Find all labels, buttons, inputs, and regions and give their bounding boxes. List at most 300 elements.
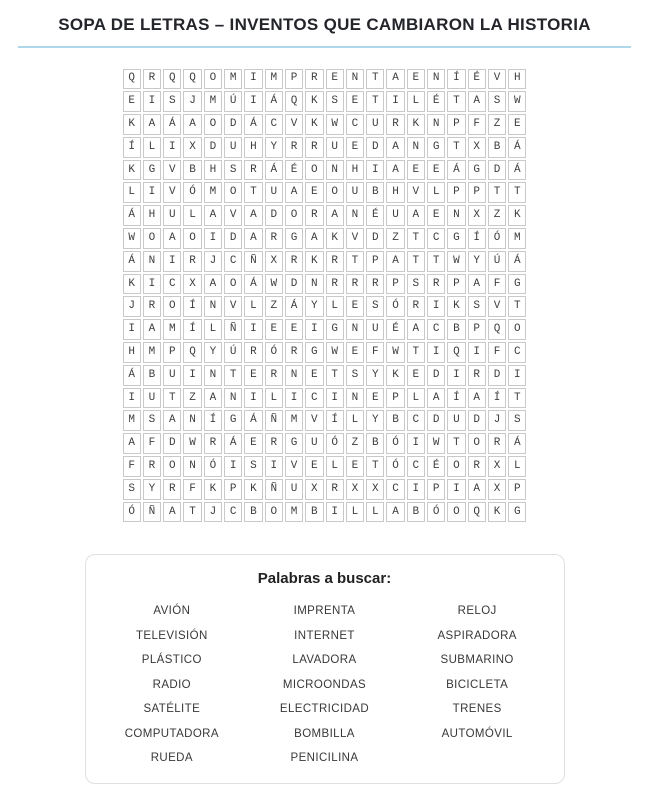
grid-cell[interactable]: M — [265, 69, 283, 90]
grid-cell[interactable]: E — [346, 91, 364, 112]
grid-cell[interactable]: X — [183, 137, 201, 158]
grid-cell[interactable]: I — [224, 456, 242, 477]
grid-cell[interactable]: A — [305, 228, 323, 249]
grid-cell[interactable]: A — [468, 274, 486, 295]
grid-cell[interactable]: T — [163, 388, 181, 409]
grid-cell[interactable]: I — [244, 91, 262, 112]
grid-cell[interactable]: B — [386, 410, 404, 431]
grid-cell[interactable]: Í — [447, 388, 465, 409]
grid-cell[interactable]: P — [508, 479, 526, 500]
grid-cell[interactable]: C — [305, 388, 323, 409]
grid-cell[interactable]: A — [123, 433, 141, 454]
grid-cell[interactable]: A — [386, 160, 404, 181]
grid-cell[interactable]: J — [204, 502, 222, 523]
grid-cell[interactable]: O — [204, 114, 222, 135]
grid-cell[interactable]: É — [386, 319, 404, 340]
grid-cell[interactable]: N — [346, 388, 364, 409]
grid-cell[interactable]: F — [143, 433, 161, 454]
grid-cell[interactable]: O — [204, 69, 222, 90]
grid-cell[interactable]: G — [468, 160, 486, 181]
grid-cell[interactable]: D — [285, 274, 303, 295]
grid-cell[interactable]: K — [123, 274, 141, 295]
grid-cell[interactable]: V — [285, 114, 303, 135]
grid-cell[interactable]: Í — [488, 388, 506, 409]
grid-cell[interactable]: R — [488, 433, 506, 454]
grid-cell[interactable]: I — [407, 433, 425, 454]
grid-cell[interactable]: N — [183, 456, 201, 477]
grid-cell[interactable]: Q — [447, 342, 465, 363]
grid-cell[interactable]: Ó — [386, 456, 404, 477]
grid-cell[interactable]: R — [305, 69, 323, 90]
grid-cell[interactable]: N — [143, 251, 161, 272]
grid-cell[interactable]: E — [346, 137, 364, 158]
grid-cell[interactable]: K — [123, 114, 141, 135]
grid-cell[interactable]: L — [204, 319, 222, 340]
grid-cell[interactable]: G — [447, 228, 465, 249]
grid-cell[interactable]: U — [366, 114, 384, 135]
grid-cell[interactable]: P — [285, 69, 303, 90]
grid-cell[interactable]: Á — [123, 251, 141, 272]
grid-cell[interactable]: C — [427, 319, 445, 340]
grid-cell[interactable]: T — [407, 228, 425, 249]
grid-cell[interactable]: I — [244, 388, 262, 409]
grid-cell[interactable]: Ó — [204, 456, 222, 477]
grid-cell[interactable]: T — [488, 182, 506, 203]
grid-cell[interactable]: G — [427, 137, 445, 158]
grid-cell[interactable]: L — [427, 182, 445, 203]
grid-cell[interactable]: Y — [143, 479, 161, 500]
grid-cell[interactable]: U — [143, 388, 161, 409]
grid-cell[interactable]: D — [427, 410, 445, 431]
grid-cell[interactable]: J — [123, 296, 141, 317]
grid-cell[interactable]: Ú — [224, 91, 242, 112]
grid-cell[interactable]: Q — [123, 69, 141, 90]
grid-cell[interactable]: I — [244, 319, 262, 340]
grid-cell[interactable]: E — [265, 319, 283, 340]
grid-cell[interactable]: E — [366, 388, 384, 409]
grid-cell[interactable]: I — [123, 388, 141, 409]
grid-cell[interactable]: H — [143, 205, 161, 226]
grid-cell[interactable]: R — [163, 479, 181, 500]
grid-cell[interactable]: G — [305, 342, 323, 363]
grid-cell[interactable]: S — [488, 91, 506, 112]
grid-cell[interactable]: K — [326, 228, 344, 249]
grid-cell[interactable]: Ó — [183, 182, 201, 203]
grid-cell[interactable]: H — [386, 182, 404, 203]
grid-cell[interactable]: G — [508, 502, 526, 523]
grid-cell[interactable]: A — [468, 479, 486, 500]
grid-cell[interactable]: V — [224, 296, 242, 317]
grid-cell[interactable]: Ó — [427, 502, 445, 523]
grid-cell[interactable]: D — [224, 114, 242, 135]
grid-cell[interactable]: N — [346, 69, 364, 90]
grid-cell[interactable]: Z — [346, 433, 364, 454]
grid-cell[interactable]: A — [386, 251, 404, 272]
grid-cell[interactable]: V — [488, 296, 506, 317]
grid-cell[interactable]: Í — [183, 319, 201, 340]
grid-cell[interactable]: L — [143, 137, 161, 158]
grid-cell[interactable]: C — [163, 274, 181, 295]
grid-cell[interactable]: G — [326, 319, 344, 340]
grid-cell[interactable]: E — [285, 319, 303, 340]
grid-cell[interactable]: K — [204, 479, 222, 500]
grid-cell[interactable]: L — [183, 205, 201, 226]
grid-cell[interactable]: N — [204, 296, 222, 317]
grid-cell[interactable]: P — [366, 251, 384, 272]
grid-cell[interactable]: R — [326, 274, 344, 295]
grid-cell[interactable]: E — [407, 160, 425, 181]
grid-cell[interactable]: Y — [204, 342, 222, 363]
grid-cell[interactable]: J — [488, 410, 506, 431]
grid-cell[interactable]: Ñ — [244, 251, 262, 272]
grid-cell[interactable]: F — [123, 456, 141, 477]
grid-cell[interactable]: R — [285, 137, 303, 158]
grid-cell[interactable]: L — [326, 456, 344, 477]
grid-cell[interactable]: L — [407, 388, 425, 409]
grid-cell[interactable]: M — [285, 502, 303, 523]
grid-cell[interactable]: A — [407, 205, 425, 226]
grid-cell[interactable]: B — [366, 433, 384, 454]
grid-cell[interactable]: A — [183, 114, 201, 135]
grid-cell[interactable]: I — [508, 365, 526, 386]
grid-cell[interactable]: L — [326, 296, 344, 317]
grid-cell[interactable]: Ú — [224, 342, 242, 363]
grid-cell[interactable]: V — [224, 205, 242, 226]
grid-cell[interactable]: Ó — [265, 342, 283, 363]
grid-cell[interactable]: A — [163, 410, 181, 431]
grid-cell[interactable]: J — [204, 251, 222, 272]
grid-cell[interactable]: O — [163, 456, 181, 477]
grid-cell[interactable]: Ú — [488, 251, 506, 272]
grid-cell[interactable]: S — [346, 365, 364, 386]
grid-cell[interactable]: R — [265, 228, 283, 249]
grid-cell[interactable]: T — [447, 137, 465, 158]
grid-cell[interactable]: L — [508, 456, 526, 477]
grid-cell[interactable]: R — [265, 365, 283, 386]
grid-cell[interactable]: I — [427, 342, 445, 363]
grid-cell[interactable]: T — [366, 456, 384, 477]
grid-cell[interactable]: C — [427, 228, 445, 249]
grid-cell[interactable]: O — [447, 502, 465, 523]
grid-cell[interactable]: N — [305, 274, 323, 295]
grid-cell[interactable]: A — [468, 388, 486, 409]
grid-cell[interactable]: Á — [447, 160, 465, 181]
grid-cell[interactable]: T — [326, 365, 344, 386]
grid-cell[interactable]: Z — [265, 296, 283, 317]
grid-cell[interactable]: P — [468, 182, 486, 203]
grid-cell[interactable]: O — [468, 433, 486, 454]
grid-cell[interactable]: D — [366, 228, 384, 249]
grid-cell[interactable]: É — [285, 160, 303, 181]
grid-cell[interactable]: A — [386, 502, 404, 523]
grid-cell[interactable]: A — [204, 388, 222, 409]
grid-cell[interactable]: R — [183, 251, 201, 272]
grid-cell[interactable]: B — [143, 365, 161, 386]
grid-cell[interactable]: Y — [366, 410, 384, 431]
grid-cell[interactable]: I — [183, 365, 201, 386]
grid-cell[interactable]: N — [204, 365, 222, 386]
grid-cell[interactable]: Ñ — [265, 410, 283, 431]
grid-cell[interactable]: I — [386, 91, 404, 112]
grid-cell[interactable]: S — [224, 160, 242, 181]
grid-cell[interactable]: T — [366, 91, 384, 112]
grid-cell[interactable]: O — [508, 319, 526, 340]
grid-cell[interactable]: T — [244, 182, 262, 203]
grid-cell[interactable]: I — [326, 388, 344, 409]
grid-cell[interactable]: A — [386, 69, 404, 90]
grid-cell[interactable]: N — [346, 205, 364, 226]
grid-cell[interactable]: D — [488, 365, 506, 386]
grid-cell[interactable]: I — [447, 479, 465, 500]
grid-cell[interactable]: I — [143, 91, 161, 112]
grid-cell[interactable]: G — [143, 160, 161, 181]
grid-cell[interactable]: I — [326, 502, 344, 523]
grid-cell[interactable]: H — [244, 137, 262, 158]
grid-cell[interactable]: T — [224, 365, 242, 386]
grid-cell[interactable]: Y — [305, 296, 323, 317]
grid-cell[interactable]: M — [285, 410, 303, 431]
grid-cell[interactable]: B — [183, 160, 201, 181]
grid-cell[interactable]: I — [163, 137, 181, 158]
grid-cell[interactable]: X — [265, 251, 283, 272]
grid-cell[interactable]: X — [488, 479, 506, 500]
grid-cell[interactable]: Í — [123, 137, 141, 158]
grid-cell[interactable]: U — [386, 205, 404, 226]
grid-cell[interactable]: P — [447, 114, 465, 135]
grid-cell[interactable]: L — [346, 410, 364, 431]
grid-cell[interactable]: R — [427, 274, 445, 295]
grid-cell[interactable]: K — [407, 114, 425, 135]
grid-cell[interactable]: R — [143, 456, 161, 477]
grid-cell[interactable]: Í — [326, 410, 344, 431]
grid-cell[interactable]: R — [265, 433, 283, 454]
grid-cell[interactable]: E — [407, 365, 425, 386]
grid-cell[interactable]: W — [183, 433, 201, 454]
grid-cell[interactable]: F — [468, 114, 486, 135]
grid-cell[interactable]: S — [366, 296, 384, 317]
grid-cell[interactable]: A — [244, 205, 262, 226]
grid-cell[interactable]: N — [447, 205, 465, 226]
grid-cell[interactable]: H — [508, 69, 526, 90]
grid-cell[interactable]: V — [488, 69, 506, 90]
grid-cell[interactable]: R — [468, 365, 486, 386]
grid-cell[interactable]: R — [468, 456, 486, 477]
grid-cell[interactable]: I — [468, 342, 486, 363]
grid-cell[interactable]: Á — [224, 433, 242, 454]
grid-cell[interactable]: N — [407, 137, 425, 158]
grid-cell[interactable]: L — [366, 502, 384, 523]
grid-cell[interactable]: U — [346, 182, 364, 203]
grid-cell[interactable]: P — [224, 479, 242, 500]
grid-cell[interactable]: K — [508, 205, 526, 226]
grid-cell[interactable]: D — [163, 433, 181, 454]
grid-cell[interactable]: T — [407, 251, 425, 272]
grid-cell[interactable]: X — [305, 479, 323, 500]
grid-cell[interactable]: N — [285, 365, 303, 386]
grid-cell[interactable]: H — [204, 160, 222, 181]
grid-cell[interactable]: I — [204, 228, 222, 249]
grid-cell[interactable]: A — [143, 319, 161, 340]
grid-cell[interactable]: V — [407, 182, 425, 203]
grid-cell[interactable]: U — [224, 137, 242, 158]
grid-cell[interactable]: A — [326, 205, 344, 226]
grid-cell[interactable]: Q — [183, 342, 201, 363]
grid-cell[interactable]: T — [407, 342, 425, 363]
grid-cell[interactable]: M — [204, 182, 222, 203]
grid-cell[interactable]: D — [366, 137, 384, 158]
grid-cell[interactable]: E — [326, 69, 344, 90]
grid-cell[interactable]: E — [244, 365, 262, 386]
grid-cell[interactable]: Á — [163, 114, 181, 135]
grid-cell[interactable]: Á — [244, 410, 262, 431]
grid-cell[interactable]: U — [265, 182, 283, 203]
grid-cell[interactable]: X — [366, 479, 384, 500]
grid-cell[interactable]: Ó — [123, 502, 141, 523]
grid-cell[interactable]: G — [508, 274, 526, 295]
grid-cell[interactable]: E — [305, 182, 323, 203]
grid-cell[interactable]: E — [305, 456, 323, 477]
grid-cell[interactable]: D — [427, 365, 445, 386]
grid-cell[interactable]: D — [468, 410, 486, 431]
grid-cell[interactable]: O — [183, 228, 201, 249]
grid-cell[interactable]: H — [346, 160, 364, 181]
grid-cell[interactable]: T — [346, 251, 364, 272]
grid-cell[interactable]: C — [407, 456, 425, 477]
grid-cell[interactable]: E — [346, 296, 364, 317]
grid-cell[interactable]: T — [508, 296, 526, 317]
grid-cell[interactable]: E — [123, 91, 141, 112]
grid-cell[interactable]: X — [488, 456, 506, 477]
grid-cell[interactable]: S — [326, 91, 344, 112]
grid-cell[interactable]: U — [326, 137, 344, 158]
grid-cell[interactable]: N — [346, 319, 364, 340]
grid-cell[interactable]: A — [244, 228, 262, 249]
grid-cell[interactable]: L — [244, 296, 262, 317]
grid-cell[interactable]: Q — [488, 319, 506, 340]
grid-cell[interactable]: Z — [386, 228, 404, 249]
grid-cell[interactable]: X — [183, 274, 201, 295]
grid-cell[interactable]: C — [407, 410, 425, 431]
grid-cell[interactable]: T — [508, 388, 526, 409]
grid-cell[interactable]: P — [386, 388, 404, 409]
grid-cell[interactable]: N — [427, 69, 445, 90]
grid-cell[interactable]: P — [468, 319, 486, 340]
grid-cell[interactable]: C — [346, 114, 364, 135]
grid-cell[interactable]: K — [305, 114, 323, 135]
grid-cell[interactable]: A — [163, 228, 181, 249]
grid-cell[interactable]: X — [468, 205, 486, 226]
grid-cell[interactable]: C — [224, 251, 242, 272]
grid-cell[interactable]: O — [224, 182, 242, 203]
grid-cell[interactable]: U — [305, 433, 323, 454]
grid-cell[interactable]: O — [285, 205, 303, 226]
grid-cell[interactable]: T — [366, 69, 384, 90]
grid-cell[interactable]: P — [386, 274, 404, 295]
grid-cell[interactable]: R — [285, 342, 303, 363]
grid-cell[interactable]: Z — [183, 388, 201, 409]
grid-cell[interactable]: Ñ — [265, 479, 283, 500]
grid-cell[interactable]: K — [447, 296, 465, 317]
grid-cell[interactable]: B — [305, 502, 323, 523]
grid-cell[interactable]: W — [447, 251, 465, 272]
grid-cell[interactable]: Y — [265, 137, 283, 158]
grid-cell[interactable]: D — [224, 228, 242, 249]
grid-cell[interactable]: Q — [183, 69, 201, 90]
grid-cell[interactable]: I — [163, 251, 181, 272]
grid-cell[interactable]: M — [508, 228, 526, 249]
grid-cell[interactable]: A — [285, 182, 303, 203]
grid-cell[interactable]: Á — [244, 274, 262, 295]
grid-cell[interactable]: A — [468, 91, 486, 112]
grid-cell[interactable]: D — [204, 137, 222, 158]
grid-cell[interactable]: K — [244, 479, 262, 500]
grid-cell[interactable]: T — [447, 91, 465, 112]
grid-cell[interactable]: L — [123, 182, 141, 203]
grid-cell[interactable]: W — [326, 114, 344, 135]
grid-cell[interactable]: E — [427, 205, 445, 226]
grid-cell[interactable]: Q — [163, 69, 181, 90]
grid-cell[interactable]: I — [265, 456, 283, 477]
grid-cell[interactable]: U — [366, 319, 384, 340]
grid-cell[interactable]: F — [366, 342, 384, 363]
grid-cell[interactable]: H — [123, 342, 141, 363]
grid-cell[interactable]: E — [346, 342, 364, 363]
grid-cell[interactable]: P — [447, 274, 465, 295]
grid-cell[interactable]: R — [305, 137, 323, 158]
grid-cell[interactable]: Á — [508, 251, 526, 272]
grid-cell[interactable]: Ó — [386, 433, 404, 454]
grid-cell[interactable]: I — [143, 182, 161, 203]
grid-cell[interactable]: T — [183, 502, 201, 523]
grid-cell[interactable]: N — [326, 160, 344, 181]
grid-cell[interactable]: I — [143, 274, 161, 295]
grid-cell[interactable]: R — [244, 342, 262, 363]
grid-cell[interactable]: É — [366, 205, 384, 226]
grid-cell[interactable]: P — [163, 342, 181, 363]
grid-cell[interactable]: A — [204, 205, 222, 226]
grid-cell[interactable]: T — [427, 251, 445, 272]
grid-cell[interactable]: M — [123, 410, 141, 431]
grid-cell[interactable]: O — [326, 182, 344, 203]
grid-cell[interactable]: S — [163, 91, 181, 112]
grid-cell[interactable]: W — [326, 342, 344, 363]
grid-cell[interactable]: R — [244, 160, 262, 181]
grid-cell[interactable]: G — [224, 410, 242, 431]
grid-cell[interactable]: U — [163, 205, 181, 226]
grid-cell[interactable]: Á — [123, 205, 141, 226]
grid-cell[interactable]: D — [488, 160, 506, 181]
grid-cell[interactable]: É — [468, 69, 486, 90]
grid-cell[interactable]: S — [407, 274, 425, 295]
grid-cell[interactable]: F — [488, 274, 506, 295]
grid-cell[interactable]: I — [244, 69, 262, 90]
grid-cell[interactable]: A — [427, 388, 445, 409]
grid-cell[interactable]: V — [163, 182, 181, 203]
grid-cell[interactable]: M — [163, 319, 181, 340]
grid-cell[interactable]: C — [224, 502, 242, 523]
grid-cell[interactable]: O — [265, 502, 283, 523]
grid-cell[interactable]: K — [123, 160, 141, 181]
grid-cell[interactable]: M — [224, 69, 242, 90]
grid-cell[interactable]: I — [407, 479, 425, 500]
grid-cell[interactable]: C — [508, 342, 526, 363]
grid-cell[interactable]: Í — [468, 228, 486, 249]
grid-cell[interactable]: Ñ — [143, 502, 161, 523]
grid-cell[interactable]: A — [143, 114, 161, 135]
grid-cell[interactable]: R — [305, 205, 323, 226]
grid-cell[interactable]: R — [386, 114, 404, 135]
grid-cell[interactable]: F — [488, 342, 506, 363]
